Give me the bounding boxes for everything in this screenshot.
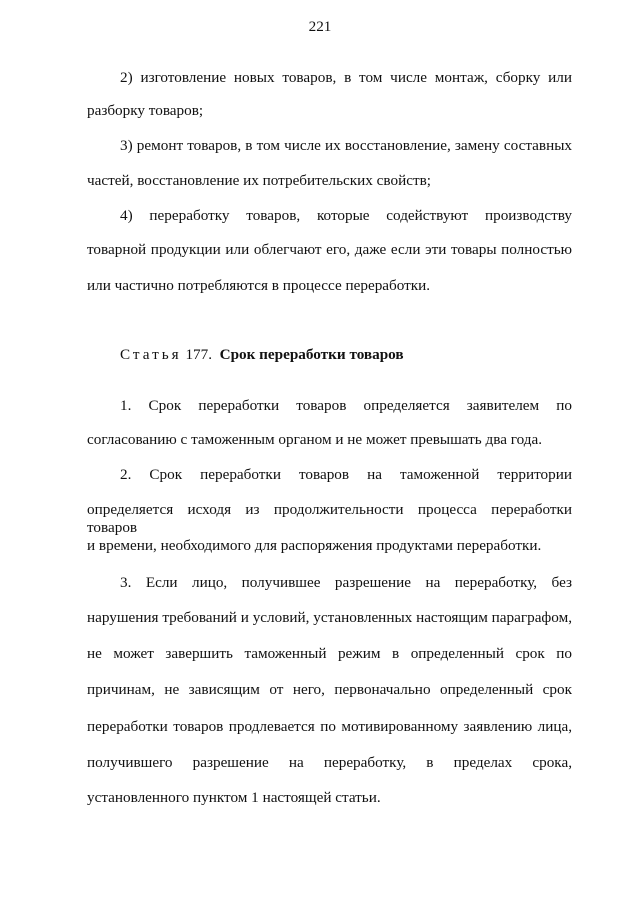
text-line: определяется исходя из продолжительности процесса переработки товаров [87,501,572,536]
text-line: не может завершить таможенный режим в определенный срок по [87,645,572,662]
text-line: частей, восстановление их потребительских свойств; [87,172,431,189]
text-line: переработки товаров продлевается по мотивированному заявлению лица, [87,718,572,735]
text-line: 2) изготовление новых товаров, в том числе монтаж, сборку или [120,69,572,86]
text-line: 3) ремонт товаров, в том числе их восстановление, замену составных [120,137,572,154]
text-line: получившего разрешение на переработку, в пределах срока, [87,754,572,771]
text-line: согласованию с таможенным органом и не может превышать два года. [87,431,543,448]
text-line: и времени, необходимого для распоряжения продуктами переработки. [87,537,542,554]
text-line: нарушения требований и условий, установленных настоящим параграфом, [87,609,572,626]
article-heading [120,346,404,364]
text-line: 1. Срок переработки товаров определяется заявителем по [120,397,572,414]
text-line: причинам, не зависящим от него, первоначально определенный срок [87,681,572,698]
article-number: 177. [185,346,213,363]
text-line: 4) переработку товаров, которые содействуют производству [120,207,572,224]
text-line: или частично потребляются в процессе переработки. [87,277,431,294]
text-line: товарной продукции или облегчают его, даже если эти товары полностью [87,241,572,258]
text-line: 3. Если лицо, получившее разрешение на переработку, без [120,574,572,591]
page-number: 221 [308,18,332,35]
article-label: Статья [120,346,182,363]
text-line: установленного пунктом 1 настоящей статьи. [87,789,381,806]
text-line: 2. Срок переработки товаров на таможенной территории [120,466,572,483]
article-title: Срок переработки товаров [219,346,404,363]
text-line: разборку товаров; [87,102,204,119]
